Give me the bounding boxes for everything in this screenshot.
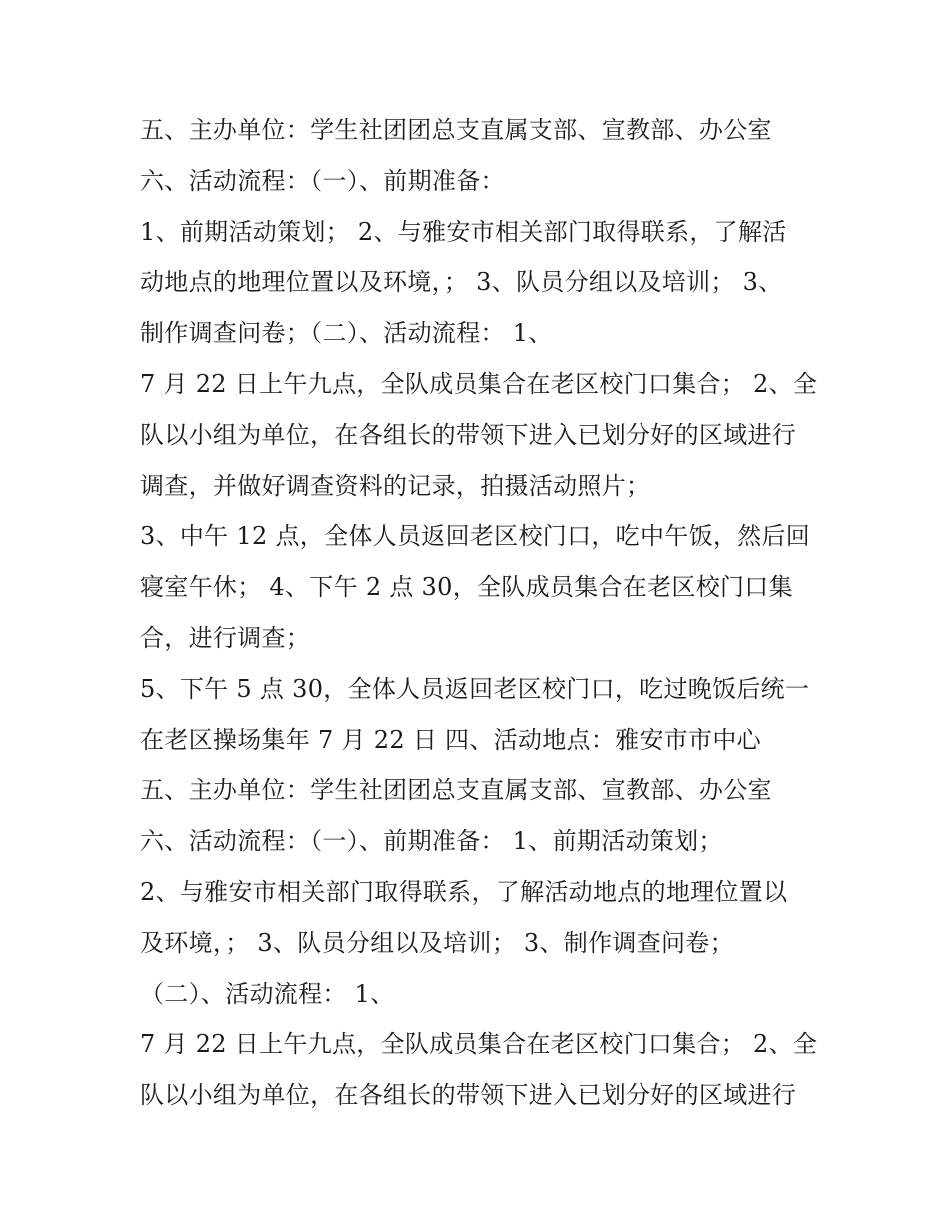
text-line: 六、活动流程：（一）、前期准备： xyxy=(140,166,505,195)
text-line: 制作调查问卷；（二）、活动流程： 1、 xyxy=(140,319,553,348)
text-line: 五、主办单位：学生社团团总支直属支部、宣教部、办公室 xyxy=(140,776,772,805)
text-line: （二）、活动流程： 1、 xyxy=(140,979,395,1008)
text-line: 队以小组为单位，在各组长的带领下进入已划分好的区域进行 xyxy=(140,1081,797,1110)
text-line: 1、前期活动策划； 2、与雅安市相关部门取得联系，了解活 xyxy=(140,217,787,246)
text-line: 2、与雅安市相关部门取得联系，了解活动地点的地理位置以 xyxy=(140,877,788,906)
text-line: 调查，并做好调查资料的记录，拍摄活动照片； xyxy=(140,471,651,500)
text-line: 队以小组为单位，在各组长的带领下进入已划分好的区域进行 xyxy=(140,420,797,449)
text-line: 3、中午 12 点，全体人员返回老区校门口，吃中午饭，然后回 xyxy=(140,522,811,551)
text-line: 7 月 22 日上午九点，全队成员集合在老区校门口集合； 2、全 xyxy=(140,1030,818,1059)
text-line: 五、主办单位：学生社团团总支直属支部、宣教部、办公室 xyxy=(140,116,772,144)
text-line: 在老区操场集年 7 月 22 日 四、活动地点：雅安市市中心 xyxy=(140,725,761,754)
text-line: 合，进行调查； xyxy=(140,623,311,652)
text-line: 及环境，； 3、队员分组以及培训； 3、制作调查问卷； xyxy=(140,928,734,957)
text-line: 动地点的地理位置以及环境，； 3、队员分组以及培训； 3、 xyxy=(140,268,783,297)
text-line: 5、下午 5 点 30，全体人员返回老区校门口，吃过晚饭后统一 xyxy=(140,674,810,703)
text-line: 寝室午休； 4、下午 2 点 30，全队成员集合在老区校门口集 xyxy=(140,573,793,602)
text-line: 7 月 22 日上午九点，全队成员集合在老区校门口集合； 2、全 xyxy=(140,369,818,398)
document-body xyxy=(140,105,820,1121)
text-line: 六、活动流程：（一）、前期准备： 1、前期活动策划； xyxy=(140,827,723,856)
